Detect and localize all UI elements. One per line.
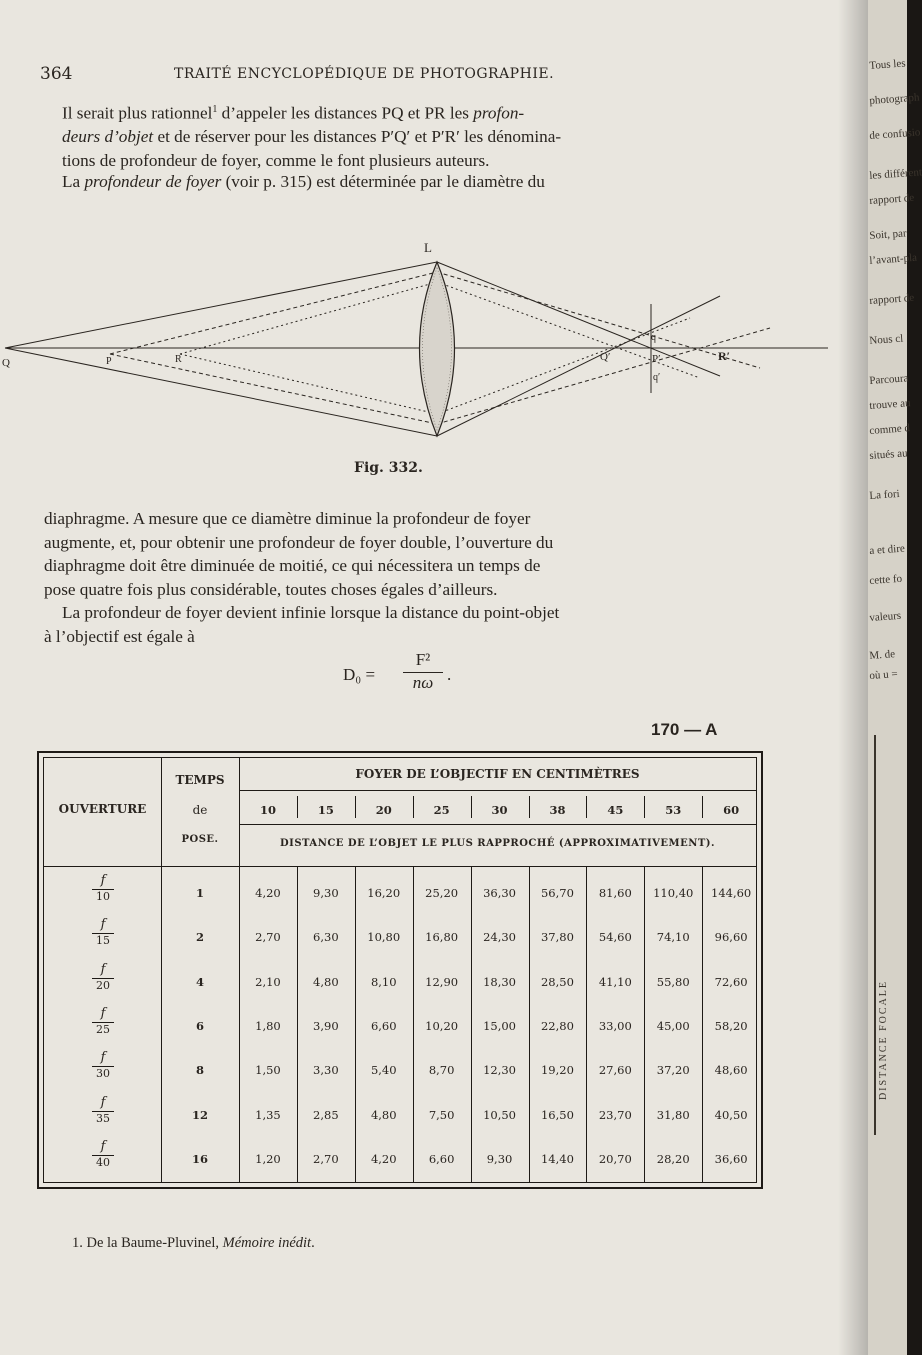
label-R: R xyxy=(175,354,182,365)
distance-cell: 6,30 xyxy=(313,930,339,945)
header-ouverture: OUVERTURE xyxy=(58,802,147,816)
figure-caption: Fig. 332. xyxy=(354,460,423,476)
distance-cell: 4,20 xyxy=(255,886,281,900)
distance-cell: 1,50 xyxy=(255,1063,281,1078)
focal-header-cell: 20 xyxy=(375,803,392,817)
distance-cell: 22,80 xyxy=(540,1018,574,1033)
footnote-ref: 1 xyxy=(212,104,218,115)
distance-cell: 4,20 xyxy=(370,1151,397,1166)
distance-cell: 20,70 xyxy=(598,1151,632,1166)
distance-cell: 72,60 xyxy=(714,974,748,989)
focal-header-cell: 25 xyxy=(433,803,450,817)
distance-cell: 5,40 xyxy=(370,1063,397,1078)
distance-cell: 144,60 xyxy=(711,886,752,900)
distance-cell: 28,50 xyxy=(540,974,574,989)
adjacent-vertical-label: DISTANCE FOCALE xyxy=(878,980,889,1101)
focal-header-cell: 30 xyxy=(491,803,508,817)
header-pose: POSE. xyxy=(181,834,219,845)
pose-cell: 1 xyxy=(195,886,204,900)
adjacent-page-word: Parcoura xyxy=(869,372,909,387)
distance-cell: 96,60 xyxy=(714,930,748,945)
adjacent-page-word: comme d xyxy=(869,422,911,437)
distance-cell: 24,30 xyxy=(483,930,516,945)
distance-cell: 16,50 xyxy=(540,1107,574,1122)
adjacent-page-word: La fori xyxy=(869,487,900,502)
label-Q-prime: Q′ xyxy=(600,351,611,363)
aperture-fraction: f 10 xyxy=(88,874,118,903)
label-P: P xyxy=(106,356,112,367)
adjacent-page-word: situés au xyxy=(869,447,908,462)
header-distance: DISTANCE DE L’OBJET LE PLUS RAPPROCHÉ (APPROXIMATIVEMENT). xyxy=(279,838,716,849)
distance-cell: 31,80 xyxy=(656,1107,690,1122)
pose-cell: 8 xyxy=(195,1063,204,1078)
pose-cell: 6 xyxy=(195,1018,204,1033)
distance-cell: 18,30 xyxy=(483,974,516,989)
book-page: 364 TRAITÉ ENCYCLOPÉDIQUE DE PHOTOGRAPHIE. Il serait plus rationnel$^1$ d’appeler les distances PQ et PR les profon- deurs d’objet et de réserver pour les distances P′Q′ et P′R′ les dénomina- tions de profondeur de foyer, comme le font plusieurs auteurs. La profondeur de foyer (voir p. 315) est déterminée par le diamètre du L Q P R Q′ P′ R′ q q′ Fig. 332. diaphragme. A mesure que ce diamètre diminue la profondeur de foyer augmente, et, pour obtenir une profondeur de foyer double, l’ouverture du diaphragme doit être diminuée de moitié, ce qui nécessitera un temps de pose quatre fois plus considérable, toutes choses égales d’ailleurs. La profondeur de foyer devient infinie lorsque la distance du point-objet à l’objectif est égale à D₀ = F² nω . 170 — A OUVERTURE TEMPS de POSE. FOYER DE L’OBJECTIF EN CENTIMÈTRES DISTANCE DE L’OBJET LE PLUS RAPPROCHÉ (APPROXIMATIVEMENT). 10 15 20 25 30 38 45 53 60 f 10 1 4,20 9,30 16,20 25,20 36,30 56,70 81,60 110,40 144,60 f 15 2 2,70 6,30 10,80 16,80 24,30 37,80 54,60 74,10 96,60 f 20 4 2,10 4,80 8,10 12,90 18,30 28,50 41,10 55,80 72,60 f 25 6 1,80 3,90 6,60 10,20 15,00 22,80 33,00 45,00 58,20 f 30 8 1,50 3,30 5,40 8,70 12,30 19,20 27,60 37,20 48,60 f 35 12 1,35 2,85 4,80 7,50 10,50 16,50 23,70 31,80 40,50 f 40 16 1,20 2,70 4,20 6,60 9,30 14,40 20,70 28,20 36,60 1. De la Baume-Pluvinel, Mémoire inédit. xyxy=(0,0,868,1355)
adjacent-page-word: Tous les xyxy=(869,57,906,72)
header-foyer: FOYER DE L’OBJECTIF EN CENTIMÈTRES xyxy=(355,767,640,781)
distance-cell: 15,00 xyxy=(483,1018,516,1033)
distance-cell: 56,70 xyxy=(540,886,574,900)
header-temps: TEMPS xyxy=(175,773,225,787)
aperture-fraction: f 35 xyxy=(88,1096,118,1125)
footnote: 1. De la Baume-Pluvinel, Mémoire inédit. xyxy=(72,1235,315,1251)
adjacent-page-word: rapport de xyxy=(869,191,915,207)
distance-cell: 28,20 xyxy=(656,1151,690,1166)
aperture-fraction: f 20 xyxy=(88,963,118,992)
distance-cell: 40,50 xyxy=(714,1107,748,1122)
adjacent-page-word: M. de xyxy=(869,648,896,662)
adjacent-page-word: rapport de xyxy=(869,291,915,307)
depth-table xyxy=(37,751,763,1189)
page-number: 364 xyxy=(40,64,73,84)
focal-header-cell: 15 xyxy=(317,803,334,817)
distance-cell: 58,20 xyxy=(714,1018,748,1033)
distance-cell: 37,20 xyxy=(656,1063,690,1078)
distance-cell: 1,80 xyxy=(255,1018,281,1033)
adjacent-page-word: Nous cl xyxy=(869,332,904,347)
label-P-prime: P′ xyxy=(652,353,661,365)
label-q: q xyxy=(651,332,656,343)
distance-cell: 14,40 xyxy=(540,1151,574,1166)
adjacent-page-word: où u = xyxy=(869,668,898,682)
paragraph-2: La profondeur de foyer (voir p. 315) est déterminée par le diamètre du xyxy=(62,172,545,191)
adjacent-page-word: valeurs xyxy=(869,609,902,624)
pose-cell: 16 xyxy=(191,1151,208,1166)
aperture-fraction: f 25 xyxy=(88,1007,118,1036)
distance-cell: 74,10 xyxy=(656,930,690,945)
distance-cell: 36,30 xyxy=(483,886,516,900)
distance-cell: 25,20 xyxy=(425,886,459,900)
aperture-fraction: f 30 xyxy=(88,1051,118,1080)
adjacent-page-word: a et dire xyxy=(869,542,906,557)
distance-cell: 37,80 xyxy=(540,930,574,945)
distance-cell: 33,00 xyxy=(598,1018,632,1033)
distance-cell: 81,60 xyxy=(598,886,632,900)
aperture-fraction: f 40 xyxy=(88,1140,118,1169)
aperture-fraction: f 15 xyxy=(88,918,118,947)
distance-cell: 3,90 xyxy=(313,1018,339,1033)
paragraph-1: Il serait plus rationnel$^1$ d’appeler les distances PQ et PR les profon- deurs d’objet et de réserver pour les distances P′Q′ et P′R′ les dénomina- tions de profondeur de foyer, comme le font plusieurs auteurs. xyxy=(62,103,562,170)
distance-cell: 110,40 xyxy=(653,886,694,900)
distance-cell: 16,20 xyxy=(367,886,401,900)
distance-cell: 23,70 xyxy=(598,1107,632,1122)
pose-cell: 4 xyxy=(195,974,204,989)
focal-header-cell: 10 xyxy=(259,803,276,817)
distance-cell: 36,60 xyxy=(714,1151,748,1166)
distance-cell: 48,60 xyxy=(714,1063,748,1078)
distance-cell: 27,60 xyxy=(598,1063,632,1078)
distance-cell: 7,50 xyxy=(428,1107,455,1122)
label-Q: Q xyxy=(2,357,10,369)
adjacent-page-word: photograph xyxy=(869,91,920,107)
distance-cell: 3,30 xyxy=(313,1063,339,1078)
label-R-prime: R′ xyxy=(718,349,731,363)
adjacent-page-word: Soit, par xyxy=(869,227,908,242)
distance-cell: 9,30 xyxy=(486,1151,513,1166)
distance-cell: 41,10 xyxy=(598,974,632,989)
focal-header-cell: 38 xyxy=(549,803,566,817)
distance-cell: 2,70 xyxy=(255,930,281,945)
distance-cell: 10,20 xyxy=(425,1018,459,1033)
adjacent-page-edge xyxy=(868,0,922,1355)
distance-cell: 8,70 xyxy=(428,1063,455,1078)
paragraph-3: diaphragme. A mesure que ce diamètre diminue la profondeur de foyer augmente, et, pour obtenir une profondeur de foyer double, l’ouverture du diaphragme doit être diminuée de moitié, ce qui nécessitera un temps de pose quatre fois plus considérable, toutes choses égales d’ailleurs. xyxy=(44,509,554,599)
distance-cell: 55,80 xyxy=(656,974,690,989)
distance-cell: 8,10 xyxy=(370,974,397,989)
label-q-prime: q′ xyxy=(653,372,661,383)
distance-cell: 54,60 xyxy=(598,930,632,945)
adjacent-page-word: de confusio xyxy=(869,126,921,142)
distance-cell: 2,10 xyxy=(255,974,281,989)
distance-cell: 12,90 xyxy=(425,974,459,989)
distance-cell: 10,80 xyxy=(367,930,401,945)
distance-cell: 4,80 xyxy=(313,974,339,989)
label-L: L xyxy=(424,240,432,255)
distance-cell: 9,30 xyxy=(313,886,339,900)
adjacent-page-word: les différent xyxy=(869,166,922,182)
page-header xyxy=(40,64,745,86)
paragraph-4: La profondeur de foyer devient infinie lorsque la distance du point-objet à l’objectif est égale à xyxy=(44,603,560,646)
distance-cell: 2,85 xyxy=(313,1107,339,1122)
distance-cell: 6,60 xyxy=(370,1018,397,1033)
distance-cell: 19,20 xyxy=(540,1063,574,1078)
distance-cell: 45,00 xyxy=(656,1018,690,1033)
pose-cell: 12 xyxy=(191,1107,208,1122)
distance-cell: 2,70 xyxy=(313,1151,339,1166)
distance-cell: 10,50 xyxy=(483,1107,516,1122)
adjacent-page-word: cette fo xyxy=(869,572,903,587)
distance-cell: 1,35 xyxy=(255,1107,281,1122)
adjacent-page-word: trouve au xyxy=(869,397,911,412)
distance-cell: 4,80 xyxy=(370,1107,397,1122)
header-temps-de: de xyxy=(192,803,208,817)
adjacent-page-word: l’avant-pla xyxy=(869,251,918,267)
distance-cell: 12,30 xyxy=(483,1063,516,1078)
lens-diagram-figure xyxy=(0,228,860,488)
distance-cell: 1,20 xyxy=(255,1151,281,1166)
distance-cell: 16,80 xyxy=(425,930,459,945)
focal-header-cell: 45 xyxy=(607,803,624,817)
running-title: TRAITÉ ENCYCLOPÉDIQUE DE PHOTOGRAPHIE. xyxy=(174,66,555,82)
distance-cell: 6,60 xyxy=(428,1151,455,1166)
table-label: 170 — A xyxy=(651,720,718,739)
focal-header-cell: 53 xyxy=(665,803,682,817)
pose-cell: 2 xyxy=(195,930,204,945)
focal-header-cell: 60 xyxy=(723,803,740,817)
lens-shape xyxy=(420,262,455,436)
